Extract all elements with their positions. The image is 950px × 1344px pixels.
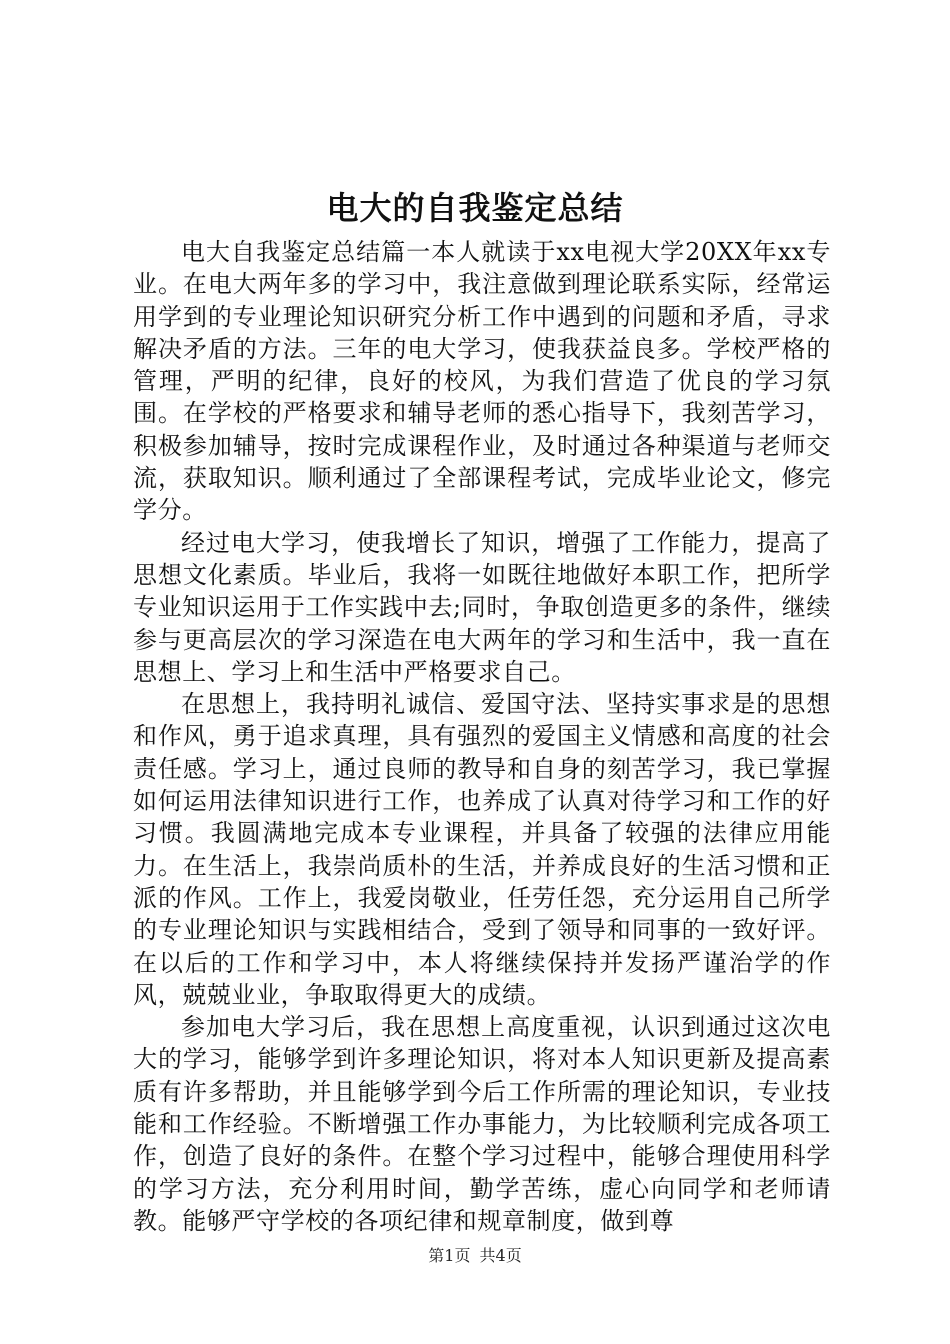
page-number: 第1页: [428, 1246, 471, 1265]
paragraph-1: 电大自我鉴定总结篇一本人就读于xx电视大学20XX年xx专业。在电大两年多的学习中，我注意做到理论联系实际，经常运用学到的专业理论知识研究分析工作中遇到的问题和矛盾，寻求解决矛盾的方法。三年的电大学习，使我获益良多。学校严格的管理，严明的纪律，良好的校风，为我们营造了优良的学习氛围。在学校的严格要求和辅导老师的悉心指导下，我刻苦学习，积极参加辅导，按时完成课程作业，及时通过各种渠道与老师交流，获取知识。顺利通过了全部课程考试，完成毕业论文，修完学分。: [133, 238, 831, 525]
paragraph-2: 经过电大学习，使我增长了知识，增强了工作能力，提高了思想文化素质。毕业后，我将一如既往地做好本职工作，把所学专业知识运用于工作实践中去;同时，争取创造更多的条件，继续参与更高层次的学习深造在电大两年的学习和生活中，我一直在思想上、学习上和生活中严格要求自己。: [133, 528, 831, 686]
paragraph-4: 参加电大学习后，我在思想上高度重视，认识到通过这次电大的学习，能够学到许多理论知识，将对本人知识更新及提高素质有许多帮助，并且能够学到今后工作所需的理论知识，专业技能和工作经验。不断增强工作办事能力，为比较顺利完成各项工作，创造了良好的条件。在整个学习过程中，能够合理使用科学的学习方法，充分利用时间，勤学苦练，虚心向同学和老师请教。能够严守学校的各项纪律和规章制度，做到尊: [133, 1013, 831, 1235]
page-footer: [0, 1244, 950, 1268]
paragraph-3: 在思想上，我持明礼诚信、爱国守法、坚持实事求是的思想和作风，勇于追求真理，具有强烈的爱国主义情感和高度的社会责任感。学习上，通过良师的教导和自身的刻苦学习，我已掌握如何运用法律知识进行工作，也养成了认真对待学习和工作的好习惯。我圆满地完成本专业课程，并具备了较强的法律应用能力。在生活上，我崇尚质朴的生活，并养成良好的生活习惯和正派的作风。工作上，我爱岗敬业，任劳任怨，充分运用自己所学的专业理论知识与实践相结合，受到了领导和同事的一致好评。在以后的工作和学习中，本人将继续保持并发扬严谨治学的作风，兢兢业业，争取取得更大的成绩。: [133, 690, 831, 1009]
page-total: 共4页: [479, 1246, 522, 1265]
document-title: 电大的自我鉴定总结: [326, 189, 624, 227]
document-body: [133, 236, 831, 1237]
